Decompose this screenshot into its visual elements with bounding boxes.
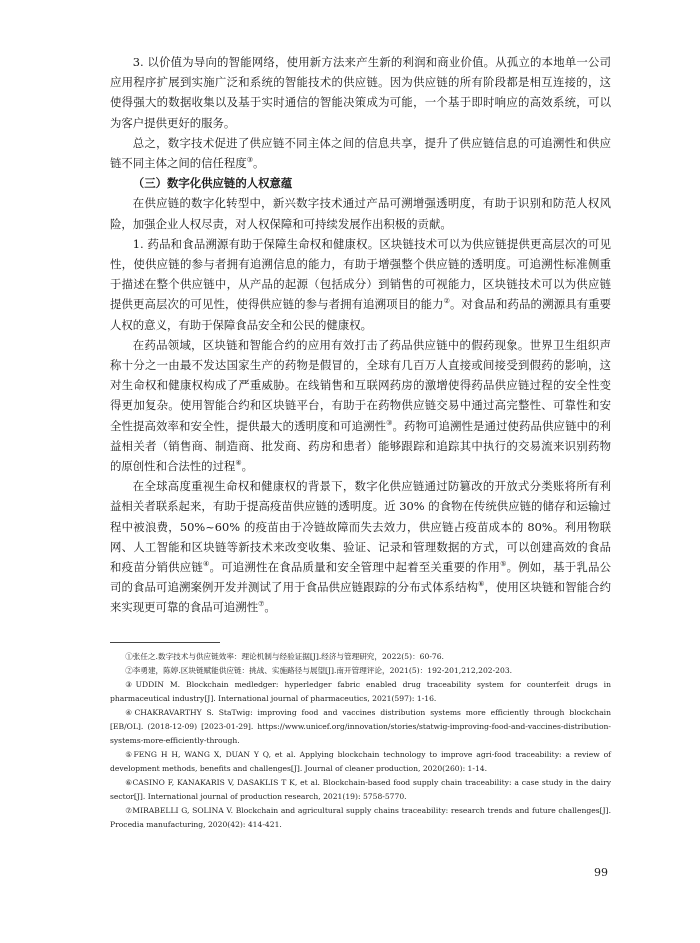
pharma-end: 。 xyxy=(241,459,253,474)
paragraph-human-rights-intro: 在供应链的数字化转型中，新兴数字技术通过产品可溯增强透明度，有助于识别和防范人权风险，加强企业人权尽责，对人权保障和可持续发展作出积极的贡献。 xyxy=(110,196,611,231)
footnote-ref[interactable]: ③ xyxy=(246,156,253,165)
footnote-ref[interactable]: ④ xyxy=(202,560,210,569)
summary-end: 。 xyxy=(252,156,265,171)
paragraph-intelligent-network: 3. 以价值为导向的智能网络，使用新方法来产生新的利润和商业价值。从孤立的本地单一公司应用程序扩展到实施广泛和系统的智能技术的供应链。因为供应链的所有阶段都是相互连接的，这使得强大的数据收集以及基于实时通信的智能决策成为可能，一个基于即时响应的高效系统，可以为客户提供更好的服务。 xyxy=(110,55,611,130)
footnote-ref[interactable]: ② xyxy=(443,297,451,306)
footnote-2: ②李勇建，陈婷.区块链赋能供应链：挑战、实施路径与展望[J].南开管理评论，2021(5)：192-201,212,202-203. xyxy=(125,666,513,675)
footnote-ref[interactable]: ③ xyxy=(386,418,393,427)
footnote-7: ⑦MIRABELLI G, SOLINA V. Blockchain and agricultural supply chains traceability: research trends and future challenges[J]. Procedia manufacturing, 2020(42): 414-421. xyxy=(110,806,611,829)
pharma-text-a: 在药品领域，区块链和智能合约的应用有效打击了药品供应链中的假药现象。世界卫生组织声称十分之一由最不发达国家生产的药物是假冒的，全球有几百万人直接或间接受到假药的影响，这对生命权和健康权构成了严重威胁。在线销售和互联网药房的激增使得药品供应链过程的安全性变得更加复杂。使用智能合约和区块链平台，有助于在药物供应链交易中通过高完整性、可靠性和安全性提高效率和安全性，提供最大的透明度和可追溯性 xyxy=(110,337,611,433)
footnotes xyxy=(110,650,611,832)
footnote-1: ①张任之.数字技术与供应链效率：理论机制与经验证据[J].经济与管理研究，2022(5)：60-76. xyxy=(125,652,444,661)
traceability-text: 1. 药品和食品溯源有助于保障生命权和健康权。区块链技术可以为供应链提供更高层次的可见性，使供应链的参与者拥有追溯信息的能力，有助于增强整个供应链的透明度。可追溯性标准侧重于描述在整个供应链中，从产品的起源（包括成分）到销售的可视能力，区块链技术可以为供应链提供更高层次的可见性，使得供应链的参与者拥有追溯项目的能力 xyxy=(110,236,611,312)
footnote-3: ③UDDIN M. Blockchain medledger: hyperledger fabric enabled drug traceability system for counterfeit drugs in pharmaceutical industry[J]. International journal of pharmaceutics, 2021(597): 1-16. xyxy=(110,680,611,703)
pharma-text-b: 。药物可追溯性是通过使药品供应链中的利益相关者（销售商、制造商、批发商、药房和患者）能够跟踪和追踪其中执行的交易流来识别药物的原创性和合法性的过程 xyxy=(110,418,611,474)
vaccine-text-c: 。例如，基于乳品公司的食品可追溯案例开发并测试了用于食品供应链跟踪的分布式体系结构 xyxy=(110,560,611,595)
paragraph-pharma xyxy=(110,335,611,476)
footnote-6: ⑥CASINO F, KANAKARIS V, DASAKLIS T K, et al. Blockchain-based food supply chain traceability: a case study in the dairy sector[J]. International journal of production research, 2021(19): 5758-5770. xyxy=(110,778,611,801)
main-text xyxy=(110,52,611,618)
vaccine-end: 。 xyxy=(264,600,276,615)
paragraph-vaccine xyxy=(110,476,611,617)
footnote-ref[interactable]: ⑤ xyxy=(500,560,507,569)
page-number: 99 xyxy=(594,866,608,879)
footnote-4: ④CHAKRAVARTHY S. StaTwig: improving food and vaccines distribution systems more efficiently through blockchain [EB/OL]. (2018-12-09) [2023-01-29]. https://www.unicef.org/innovation/stories/statwig-improving-food-and-vaccines-distribution-systems-more-efficiently-through. xyxy=(110,708,611,745)
footnote-ref[interactable]: ⑦ xyxy=(258,600,265,609)
summary-text: 总之，数字技术促进了供应链不同主体之间的信息共享，提升了供应链信息的可追溯性和供应链不同主体之间的信任程度 xyxy=(110,135,611,171)
vaccine-text-d: ，使用区块链和智能合约来实现更可靠的食品可追溯性 xyxy=(110,580,611,615)
traceability-end: 。对食品和药品的溯源具有重要人权的意义，有助于保障食品安全和公民的健康权。 xyxy=(110,297,611,332)
vaccine-text-a: 在全球高度重视生命权和健康权的背景下，数字化供应链通过防篡改的开放式分类账将所有利益相关者联系起来，有助于提高疫苗供应链的透明度。近 30% 的食物在传统供应链的储存和运输过程中被浪费，50%~60% 的疫苗由于冷链故障而失去效力，供应链占疫苗成本的 80%。利用物联网、人工智能和区块链等新技术来改变收集、验证、记录和管理数据的方式，可以创建高效的食品和疫苗分销供应链 xyxy=(110,479,611,575)
vaccine-text-b: 。可追溯性在食品质量和安全管理中起着至关重要的作用 xyxy=(209,560,501,575)
paragraph-summary xyxy=(110,133,611,173)
footnote-divider xyxy=(110,642,220,643)
section-heading: （三）数字化供应链的人权意蕴 xyxy=(132,176,293,191)
paragraph-traceability xyxy=(110,234,611,335)
footnote-5: ⑤FENG H H, WANG X, DUAN Y Q, et al. Applying blockchain technology to improve agri-food traceability: a review of development methods, benefits and challenges[J]. Journal of cleaner production, 2020(260): 1-14. xyxy=(110,750,611,773)
footnote-ref[interactable]: ⑥ xyxy=(478,580,485,589)
footnote-ref[interactable]: ④ xyxy=(235,459,242,468)
